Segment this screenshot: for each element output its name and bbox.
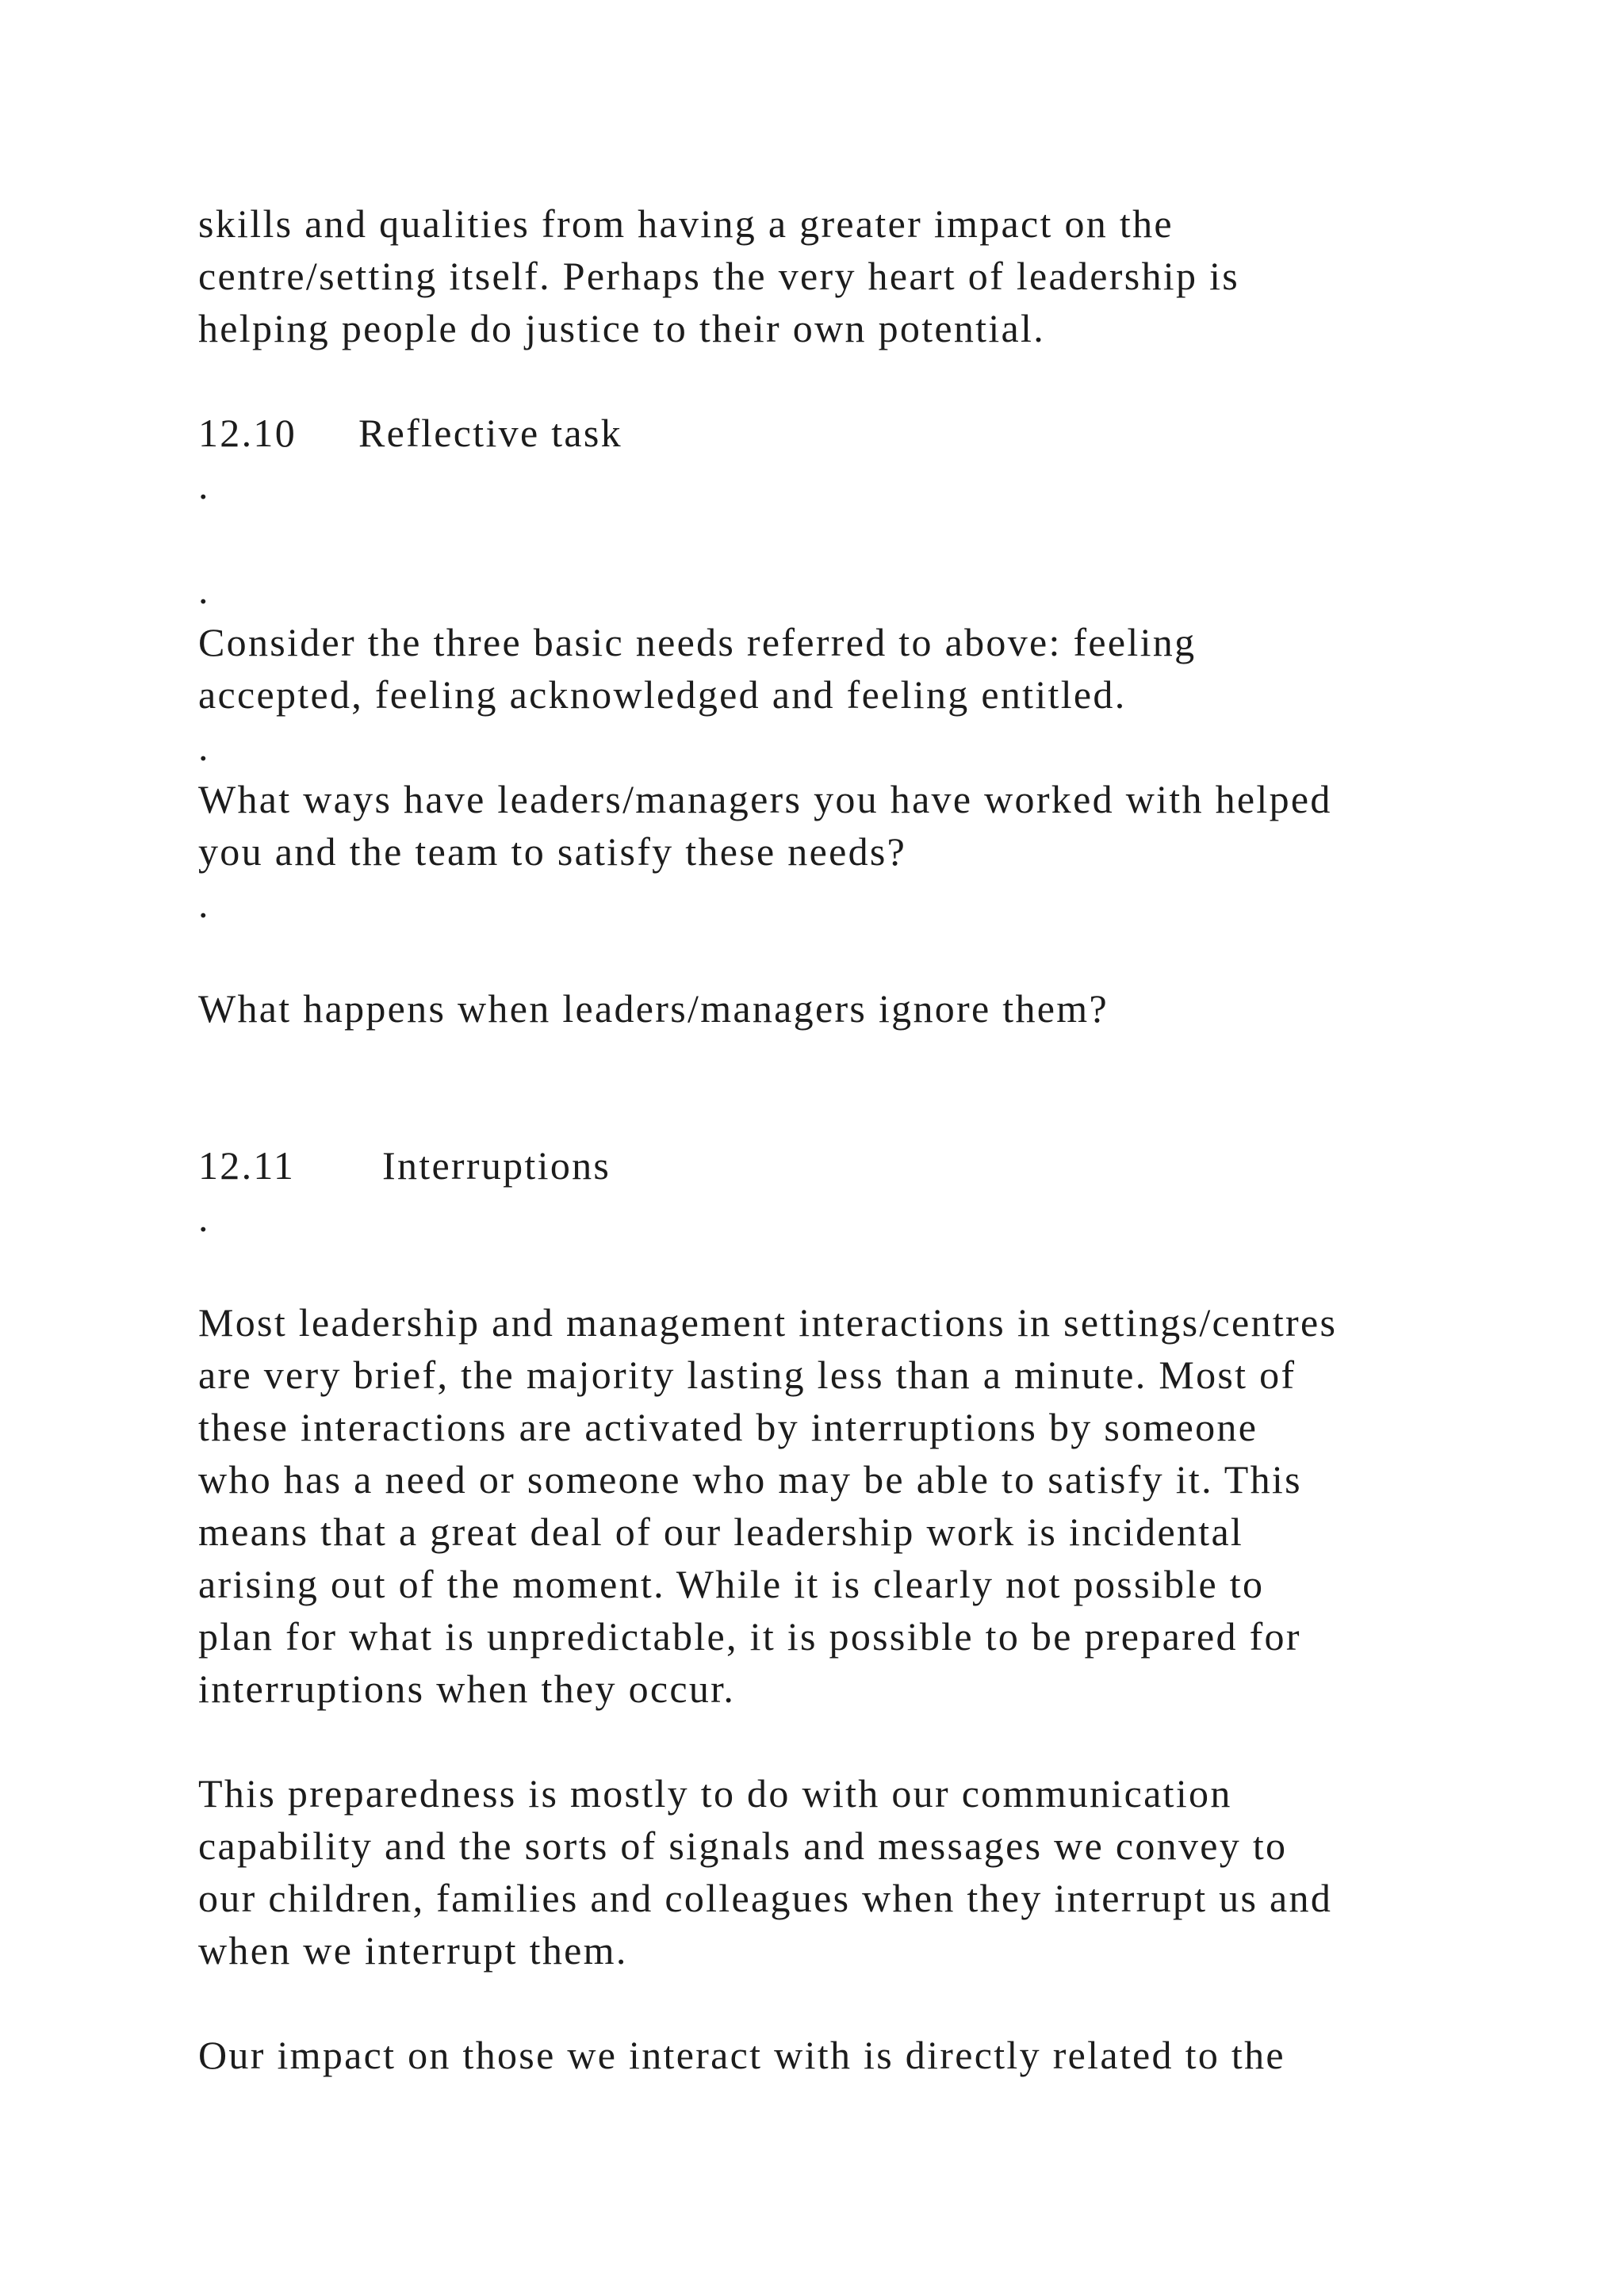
text-line: accepted, feeling acknowledged and feeling entitled. (198, 672, 1127, 717)
text-line: when we interrupt them. (198, 1928, 628, 1973)
text-line: Consider the three basic needs referred to above: feeling (198, 620, 1197, 664)
text-line: you and the team to satisfy these needs? (198, 829, 907, 874)
text-line: who has a need or someone who may be able to satisfy it. This (198, 1457, 1302, 1502)
text-line: are very brief, the majority lasting less than a minute. Most of (198, 1353, 1297, 1397)
bullet-dot: . (198, 1196, 210, 1240)
section-heading-12-10 (198, 407, 622, 459)
bullet-dot: . (198, 882, 210, 926)
text-line: means that a great deal of our leadership work is incidental (198, 1510, 1244, 1554)
bullet-dot: . (198, 463, 210, 507)
text-line: This preparedness is mostly to do with our communication (198, 1771, 1232, 1816)
section-number: 12.11 (198, 1143, 296, 1188)
section-title: Reflective task (358, 411, 622, 455)
text-line: interruptions when they occur. (198, 1667, 736, 1711)
text-line: capability and the sorts of signals and messages we convey to (198, 1823, 1288, 1868)
text-line: plan for what is unpredictable, it is possible to be prepared for (198, 1614, 1301, 1659)
section-number: 12.10 (198, 411, 297, 455)
section-heading-12-11 (198, 1139, 611, 1192)
text-line: these interactions are activated by interruptions by someone (198, 1405, 1258, 1449)
section-title: Interruptions (382, 1143, 611, 1188)
bullet-dot: . (198, 725, 210, 769)
text-line: skills and qualities from having a greater impact on the (198, 201, 1174, 246)
text-line: arising out of the moment. While it is clearly not possible to (198, 1562, 1265, 1606)
text-line: our children, families and colleagues when they interrupt us and (198, 1876, 1333, 1920)
text-line: Our impact on those we interact with is directly related to the (198, 2033, 1285, 2077)
bullet-dot: . (198, 568, 210, 612)
text-line: centre/setting itself. Perhaps the very heart of leadership is (198, 254, 1240, 298)
text-line: What ways have leaders/managers you have worked with helped (198, 777, 1332, 821)
text-line: helping people do justice to their own potential. (198, 306, 1046, 350)
text-line: Most leadership and management interactions in settings/centres (198, 1300, 1338, 1345)
text-line: What happens when leaders/managers ignore them? (198, 986, 1109, 1031)
